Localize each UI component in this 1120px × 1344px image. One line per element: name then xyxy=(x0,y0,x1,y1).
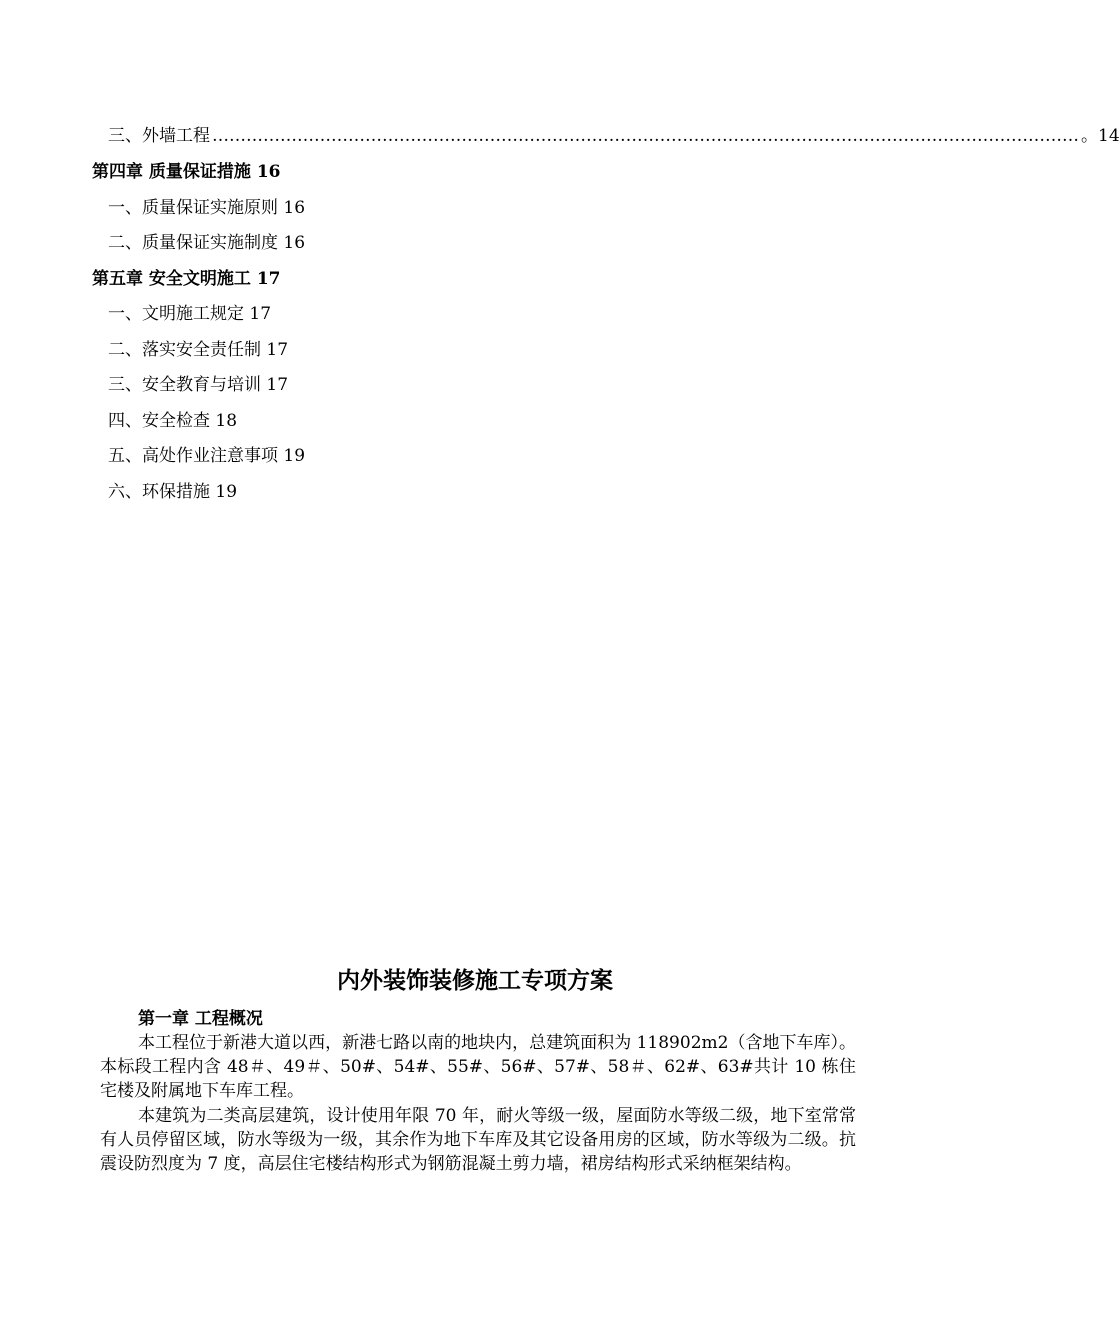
chapter-heading: 第一章 工程概况 xyxy=(138,1009,263,1029)
toc-item-exterior-wall[interactable] xyxy=(108,125,1120,147)
toc-dot-leader: ……………………………………………………………………………………………………………………………………… xyxy=(212,126,1079,146)
toc-item-quality-system[interactable]: 二、质量保证实施制度 16 xyxy=(108,233,306,253)
toc-item-work-at-height[interactable]: 五、高处作业注意事项 19 xyxy=(108,446,306,466)
paragraph-building-class: 本建筑为二类高层建筑，设计使用年限 70 年，耐火等级一级，屋面防水等级二级，地下室常常有人员停留区域，防水等级为一级，其余作为地下车库及其它设备用房的区域，防水等级为二级。抗震设防烈度为 7 度，高层住宅楼结构形式为钢筋混凝土剪力墙，裙房结构形式采纳框架结构。 xyxy=(100,1106,856,1174)
toc-item-quality-principles[interactable]: 一、质量保证实施原则 16 xyxy=(108,198,306,218)
toc-item-safety-inspection[interactable]: 四、安全检查 18 xyxy=(108,411,238,431)
toc-item-page: 。14 xyxy=(1081,126,1120,146)
toc-item-label: 三、外墙工程 xyxy=(108,126,210,146)
toc-item-safety-education[interactable]: 三、安全教育与培训 17 xyxy=(108,375,289,395)
toc-chapter-4[interactable]: 第四章 质量保证措施 16 xyxy=(92,162,281,182)
toc-item-environmental[interactable]: 六、环保措施 19 xyxy=(108,482,238,502)
toc-chapter-5[interactable]: 第五章 安全文明施工 17 xyxy=(92,269,281,289)
paragraph-location: 本工程位于新港大道以西，新港七路以南的地块内，总建筑面积为 118902m2（含地下车库）。本标段工程内含 48＃、49＃、50#、54#、55#、56#、57#、58＃、62#、63#共计 10 栋住宅楼及附属地下车库工程。 xyxy=(100,1033,856,1101)
document-title: 内外装饰装修施工专项方案 xyxy=(337,967,613,994)
toc-item-safety-responsibility[interactable]: 二、落实安全责任制 17 xyxy=(108,340,289,360)
toc-item-civilized-construction[interactable]: 一、文明施工规定 17 xyxy=(108,304,272,324)
